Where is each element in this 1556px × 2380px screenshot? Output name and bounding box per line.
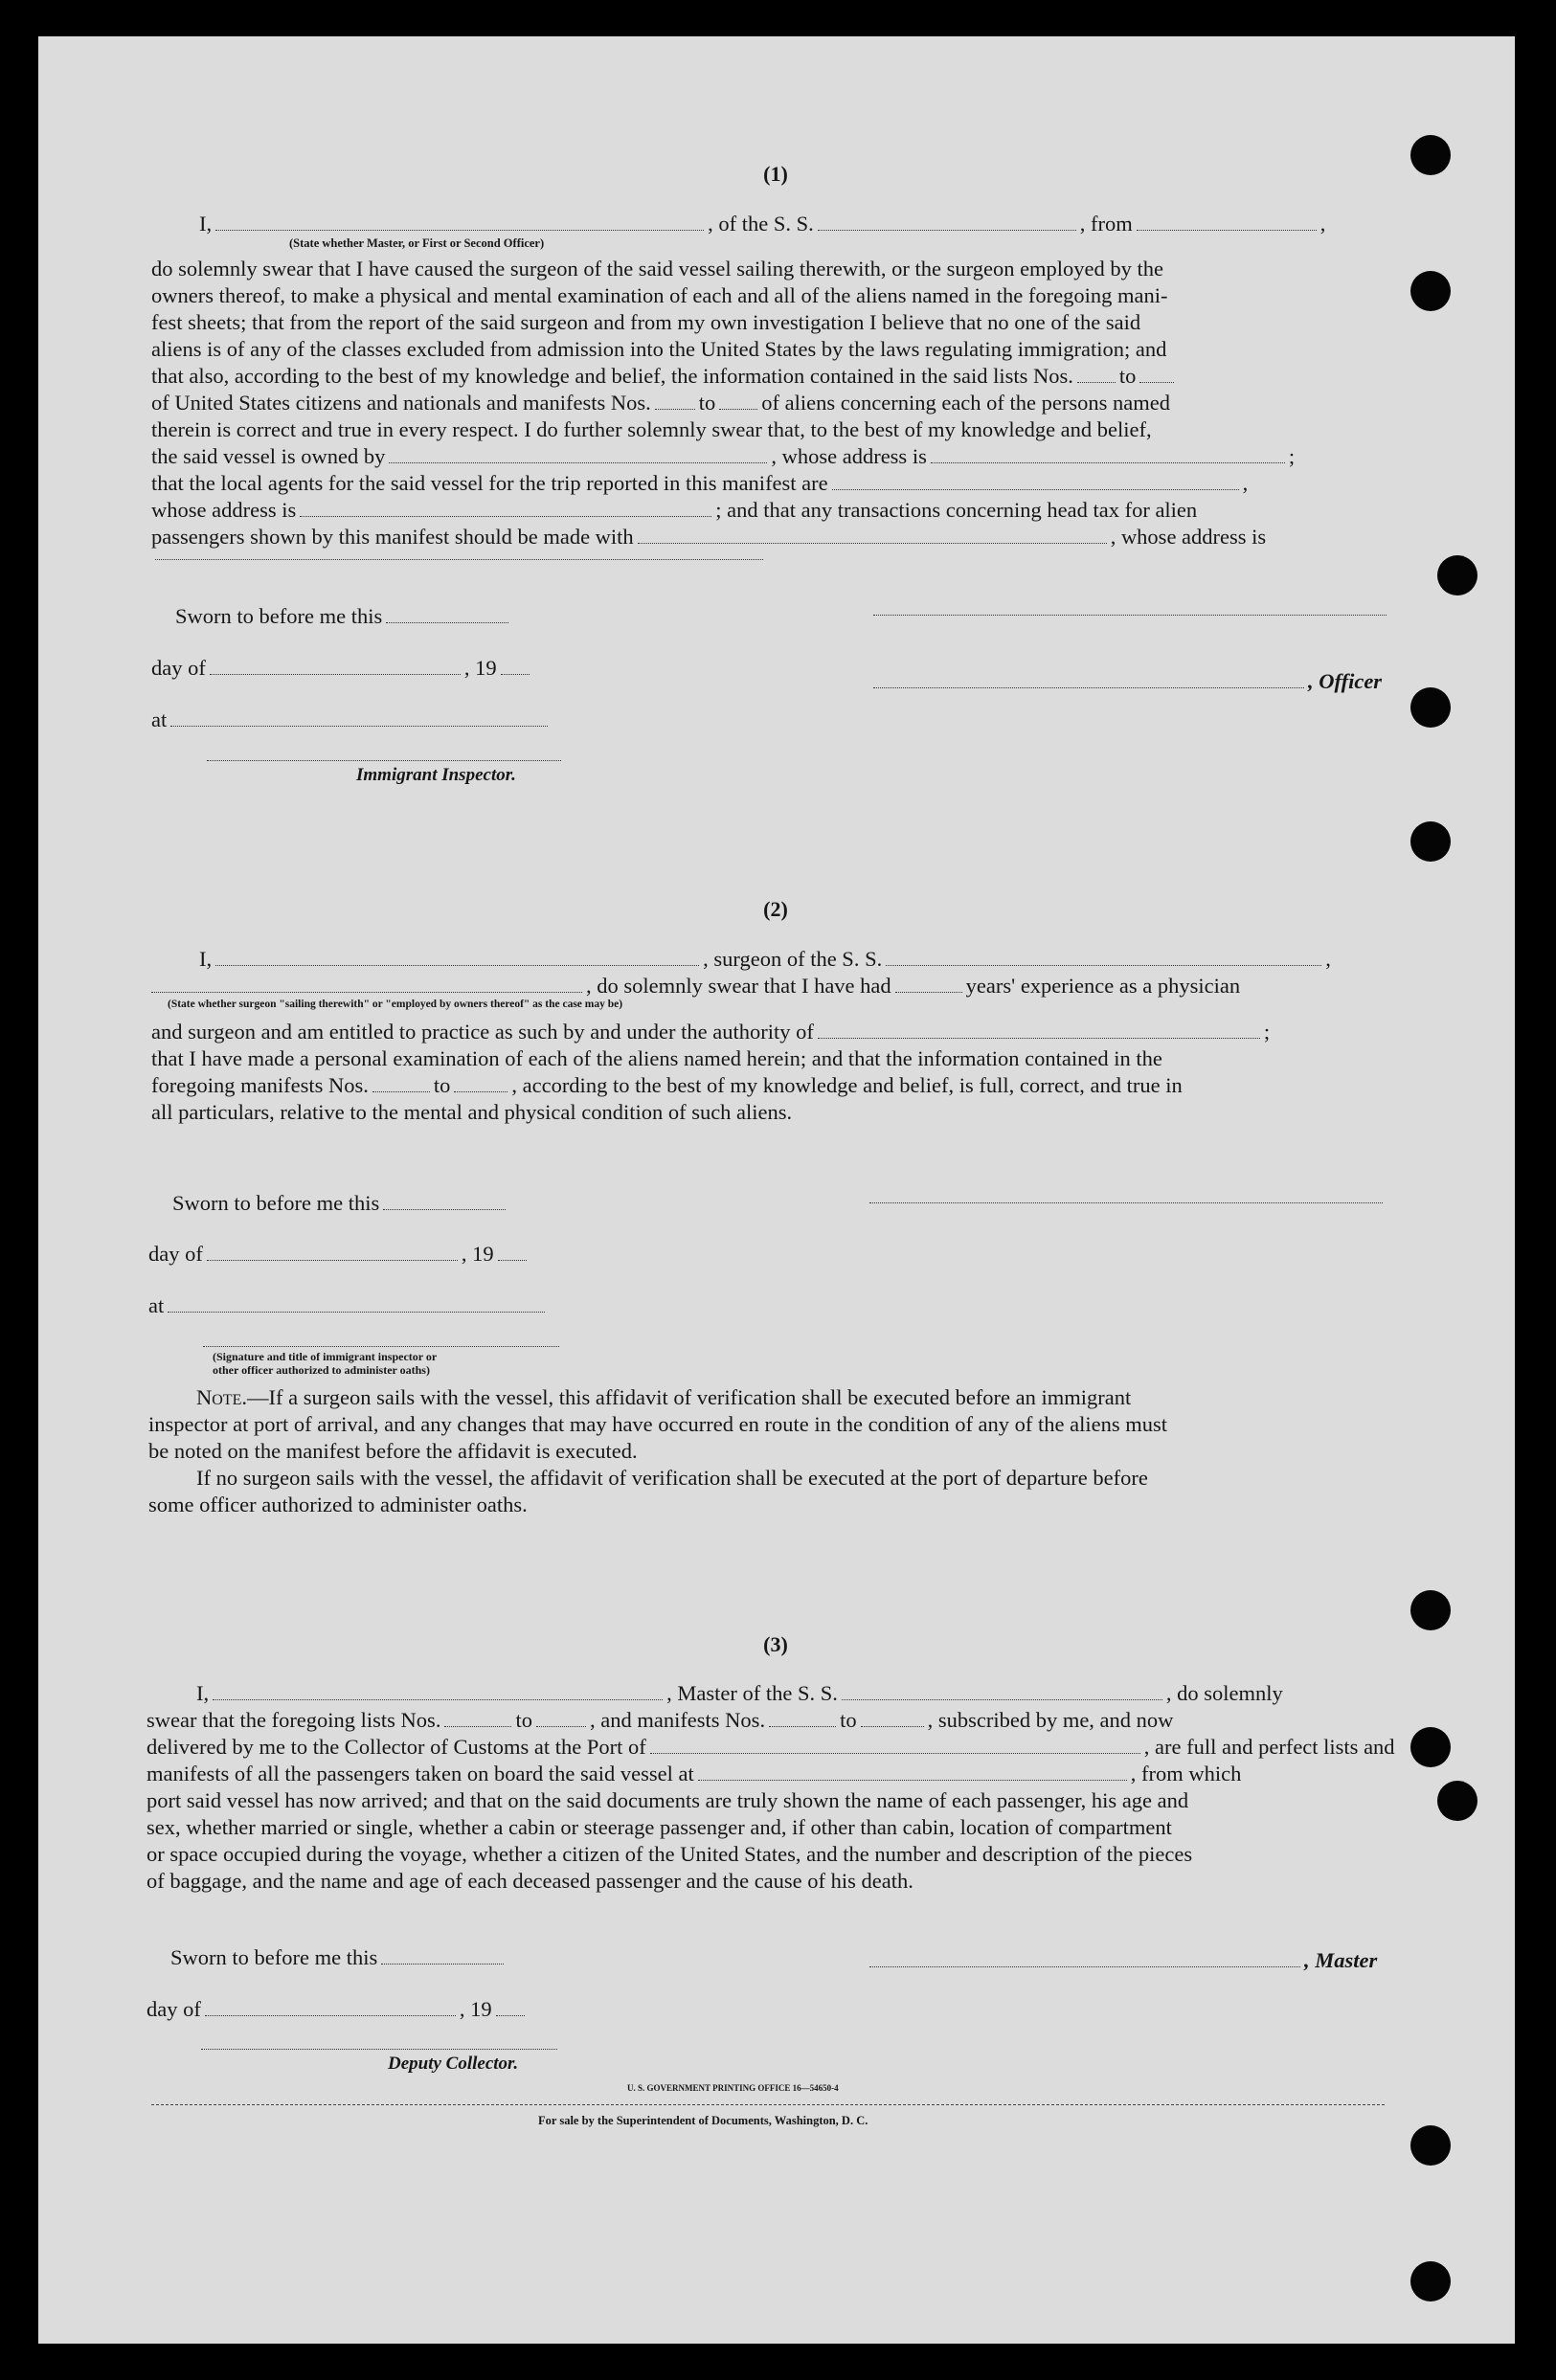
s1-head-tax-blank[interactable] xyxy=(638,543,1107,544)
s3-dayof-text: day of xyxy=(147,1997,201,2021)
punch-hole xyxy=(1410,135,1451,175)
s2-manifests-to-blank[interactable] xyxy=(454,1091,507,1092)
s1-para-10 xyxy=(151,497,1197,524)
s1-p6-text: of United States citizens and nationals and manifests Nos. xyxy=(151,391,651,415)
s2-vessel-blank[interactable] xyxy=(886,965,1321,966)
s3-month-blank[interactable] xyxy=(205,2015,456,2016)
s3-l2-to2: to xyxy=(840,1708,857,1732)
s2-years-blank[interactable] xyxy=(895,992,962,993)
s1-dayof xyxy=(151,655,533,682)
s3-manifests-to-blank[interactable] xyxy=(861,1726,924,1727)
s2-year-blank[interactable] xyxy=(498,1260,527,1261)
s2-para-1 xyxy=(151,1019,1270,1045)
s2-para-2: that I have made a personal examination of each of the aliens named herein; and that the information contained in the xyxy=(151,1046,1162,1070)
s1-p6-to: to xyxy=(698,391,716,415)
s1-para-2: owners thereof, to make a physical and mental examination of each and all of the aliens named in the foregoing mani- xyxy=(151,283,1168,307)
punch-hole xyxy=(1410,1727,1451,1767)
s3-deputy-label: Deputy Collector. xyxy=(388,2054,519,2074)
s2-authority-blank[interactable] xyxy=(818,1038,1260,1039)
s1-year-text: , 19 xyxy=(463,656,497,680)
s3-para-2: sex, whether married or single, whether a cabin or steerage passenger and, if other than cabin, location of compartment xyxy=(147,1815,1172,1839)
s3-l2-to: to xyxy=(515,1708,532,1732)
s2-dayof-text: day of xyxy=(148,1242,203,1266)
s1-para-6 xyxy=(151,390,1170,416)
s2-physician-text: years' experience as a physician xyxy=(965,974,1241,998)
s2-note-2: inspector at port of arrival, and any changes that may have occurred en route in the condition of any of the aliens must xyxy=(148,1412,1168,1436)
s3-sworn-text: Sworn to before me this xyxy=(170,1945,378,1969)
s1-whose-address-3: , whose address is xyxy=(1110,525,1267,549)
s1-p6-rest: of aliens concerning each of the persons named xyxy=(761,391,1170,415)
s3-l4-text: manifests of all the passengers taken on board the said vessel at xyxy=(147,1762,694,1785)
s1-at xyxy=(151,707,552,733)
s1-agents-text: that the local agents for the said vessel for the trip reported in this manifest are xyxy=(151,471,828,495)
s1-officer-blank[interactable] xyxy=(215,230,704,231)
s1-whose-address-2: whose address is xyxy=(151,498,297,522)
s1-inspector-signature-line[interactable] xyxy=(207,760,561,761)
s1-lists-from-blank[interactable] xyxy=(1077,382,1116,383)
s2-at xyxy=(148,1292,549,1319)
s3-sworn xyxy=(170,1944,507,1971)
s3-l4-rest: , from which xyxy=(1130,1762,1242,1785)
s2-surgeon-of: , surgeon of the S. S. xyxy=(703,947,883,971)
s3-master-signature-blank[interactable] xyxy=(869,1966,1300,1967)
s3-l2-text: swear that the foregoing lists Nos. xyxy=(147,1708,441,1732)
s2-year-text: , 19 xyxy=(461,1242,494,1266)
s1-whose-address: , whose address is xyxy=(771,444,927,468)
s2-sworn xyxy=(172,1190,509,1217)
s1-sworn xyxy=(175,603,512,630)
s3-line2 xyxy=(147,1707,1173,1734)
s3-boarded-at-blank[interactable] xyxy=(698,1780,1127,1781)
footer-rule xyxy=(151,2104,1385,2105)
s3-line4 xyxy=(147,1761,1241,1787)
s3-l3-rest: , are full and perfect lists and xyxy=(1143,1735,1395,1759)
s2-p3-rest: , according to the best of my knowledge and belief, is full, correct, and true in xyxy=(511,1073,1183,1097)
s3-year-text: , 19 xyxy=(459,1997,492,2021)
form-sheet xyxy=(38,36,1515,2344)
s1-sworn-text: Sworn to before me this xyxy=(175,604,383,628)
s2-month-blank[interactable] xyxy=(207,1260,458,1261)
s1-from: , from xyxy=(1079,212,1133,236)
s3-master-name-blank[interactable] xyxy=(213,1699,663,1700)
s2-sworn-date-blank[interactable] xyxy=(383,1209,506,1210)
s3-para-4: of baggage, and the name and age of each deceased passenger and the cause of his death. xyxy=(147,1869,913,1893)
sale-notice: For sale by the Superintendent of Documents, Washington, D. C. xyxy=(538,2114,868,2127)
s1-i: I, xyxy=(199,212,213,236)
punch-hole xyxy=(1437,555,1477,595)
s3-lists-to-blank[interactable] xyxy=(536,1726,586,1727)
s3-para-3: or space occupied during the voyage, whether a citizen of the United States, and the number and description of the pieces xyxy=(147,1842,1193,1866)
punch-hole xyxy=(1410,2261,1451,2301)
s1-para-8 xyxy=(151,443,1295,470)
s2-comma: , xyxy=(1325,947,1331,971)
s1-comma: , xyxy=(1319,212,1326,236)
s3-dayof xyxy=(147,1996,529,2023)
s2-at-blank[interactable] xyxy=(168,1312,545,1313)
s2-at-text: at xyxy=(148,1293,165,1317)
s3-manifests-from-blank[interactable] xyxy=(769,1726,836,1727)
s1-head-tax-text: ; and that any transactions concerning head tax for alien xyxy=(715,498,1198,522)
s1-lists-to-blank[interactable] xyxy=(1139,382,1174,383)
s1-manifests-from-blank[interactable] xyxy=(655,409,695,410)
s2-note-3: be noted on the manifest before the affidavit is executed. xyxy=(148,1439,638,1463)
s2-i: I, xyxy=(199,947,213,971)
s1-para-4: aliens is of any of the classes excluded from admission into the United States by the laws regulating immigration; and xyxy=(151,337,1167,361)
s2-para-4: all particulars, relative to the mental and physical condition of such aliens. xyxy=(151,1100,793,1124)
s2-surgeon-name-blank[interactable] xyxy=(215,965,699,966)
s1-officer-signature-line[interactable] xyxy=(873,615,1387,616)
punch-hole xyxy=(1410,1590,1451,1630)
s2-dayof xyxy=(148,1241,530,1268)
s3-master-of: , Master of the S. S. xyxy=(666,1681,838,1705)
s1-inspector-label: Immigrant Inspector. xyxy=(356,765,516,785)
s1-passengers-text: passengers shown by this manifest should be made with xyxy=(151,525,634,549)
s1-officer-label: , Officer xyxy=(1308,669,1383,693)
s3-i: I, xyxy=(196,1681,210,1705)
s2-status-blank[interactable] xyxy=(151,992,582,993)
s1-owned-by: the said vessel is owned by xyxy=(151,444,386,468)
s1-para-7: therein is correct and true in every respect. I do further solemnly swear that, to the best of my knowledge and belief, xyxy=(151,417,1152,441)
s3-lists-from-blank[interactable] xyxy=(444,1726,511,1727)
s2-manifests-from-blank[interactable] xyxy=(372,1091,430,1092)
s1-para-3: fest sheets; that from the report of the said surgeon and from my own investigation I believe that no one of the said xyxy=(151,310,1141,334)
s1-owner-blank[interactable] xyxy=(389,462,767,463)
s1-agent-address-blank[interactable] xyxy=(300,516,711,517)
s2-note-5: some officer authorized to administer oaths. xyxy=(148,1493,528,1516)
s1-para-5 xyxy=(151,363,1178,390)
s2-p3-text: foregoing manifests Nos. xyxy=(151,1073,369,1097)
section-1-heading: (1) xyxy=(763,162,788,186)
s1-line1 xyxy=(199,211,1325,237)
s2-note-1-text: —If a surgeon sails with the vessel, this affidavit of verification shall be executed before an immigrant xyxy=(246,1385,1132,1409)
section-2-heading: (2) xyxy=(763,897,788,921)
s1-at-text: at xyxy=(151,707,168,731)
s3-l3-text: delivered by me to the Collector of Customs at the Port of xyxy=(147,1735,646,1759)
s1-para-11 xyxy=(151,524,1266,550)
s1-p5-text: that also, according to the best of my knowledge and belief, the information contained in the said lists Nos. xyxy=(151,364,1073,388)
punch-hole xyxy=(1410,271,1451,311)
s2-surgeon-caption: (State whether surgeon "sailing therewith" or "employed by owners thereof" as the case may be) xyxy=(168,999,623,1010)
s3-master-label: , Master xyxy=(1304,1948,1378,1972)
s2-sworn-text: Sworn to before me this xyxy=(172,1191,380,1215)
punch-hole xyxy=(1437,1781,1477,1821)
s1-manifests-to-blank[interactable] xyxy=(719,409,757,410)
s1-dayof-text: day of xyxy=(151,656,206,680)
s1-month-blank[interactable] xyxy=(210,674,461,675)
s2-semicolon: ; xyxy=(1263,1020,1271,1044)
s2-swear-text: , do solemnly swear that I have had xyxy=(586,974,891,998)
s3-sworn-date-blank[interactable] xyxy=(381,1964,504,1965)
s2-signature-caption-2: other officer authorized to administer oaths) xyxy=(213,1363,430,1377)
s1-of-ss: , of the S. S. xyxy=(708,212,814,236)
s1-owner-address-blank[interactable] xyxy=(931,462,1285,463)
s1-officer-caption: (State whether Master, or First or Second Officer) xyxy=(289,236,545,250)
s1-sworn-date-blank[interactable] xyxy=(386,622,508,623)
s2-note-1 xyxy=(196,1384,1131,1411)
s1-officer xyxy=(869,668,1382,695)
s1-comma2: , xyxy=(1242,471,1249,495)
s2-inspector-signature-line[interactable] xyxy=(203,1346,559,1347)
s3-solemnly: , do solemnly xyxy=(1165,1681,1283,1705)
s3-deputy-signature-line[interactable] xyxy=(201,2049,557,2050)
s1-semicolon: ; xyxy=(1288,444,1296,468)
s2-note-label: Note. xyxy=(196,1385,247,1409)
s3-l2-rest: , subscribed by me, and now xyxy=(927,1708,1174,1732)
s1-officer-name-blank[interactable] xyxy=(873,687,1304,688)
s3-year-blank[interactable] xyxy=(496,2015,525,2016)
punch-hole xyxy=(1410,821,1451,862)
s3-port-blank[interactable] xyxy=(650,1753,1140,1754)
s1-at-blank[interactable] xyxy=(170,726,548,727)
s3-l2-manifests: , and manifests Nos. xyxy=(589,1708,766,1732)
s2-line1 xyxy=(199,946,1331,973)
s1-para-9 xyxy=(151,470,1248,497)
s1-para-1: do solemnly swear that I have caused the surgeon of the said vessel sailing therewith, or the surgeon employed by the xyxy=(151,257,1164,281)
s2-para-3 xyxy=(151,1072,1183,1099)
s2-note-4: If no surgeon sails with the vessel, the affidavit of verification shall be executed at the port of departure before xyxy=(196,1466,1148,1490)
punch-hole xyxy=(1410,2125,1451,2166)
s3-master xyxy=(866,1947,1377,1974)
s2-p3-to: to xyxy=(433,1073,451,1097)
s3-vessel-blank[interactable] xyxy=(842,1699,1162,1700)
s1-vessel-blank[interactable] xyxy=(818,230,1076,231)
section-3-heading: (3) xyxy=(763,1632,788,1656)
s3-line3 xyxy=(147,1734,1395,1761)
s1-p5-to: to xyxy=(1118,364,1137,388)
s2-line2 xyxy=(151,973,1240,999)
s2-p1-text: and surgeon and am entitled to practice as such by and under the authority of xyxy=(151,1020,814,1044)
s1-from-blank[interactable] xyxy=(1137,230,1317,231)
s3-para-1: port said vessel has now arrived; and that on the said documents are truly shown the name of each passenger, his age and xyxy=(147,1788,1189,1812)
s1-head-tax-address-blank[interactable] xyxy=(155,559,763,560)
s2-signature-caption-1: (Signature and title of immigrant inspector or xyxy=(213,1350,438,1363)
s3-line1 xyxy=(196,1680,1283,1707)
s1-agents-blank[interactable] xyxy=(832,489,1239,490)
s1-year-blank[interactable] xyxy=(501,674,530,675)
punch-hole xyxy=(1410,687,1451,728)
gpo-imprint: U. S. GOVERNMENT PRINTING OFFICE 16—54650-4 xyxy=(627,2083,839,2093)
s2-surgeon-signature-line[interactable] xyxy=(869,1202,1383,1203)
